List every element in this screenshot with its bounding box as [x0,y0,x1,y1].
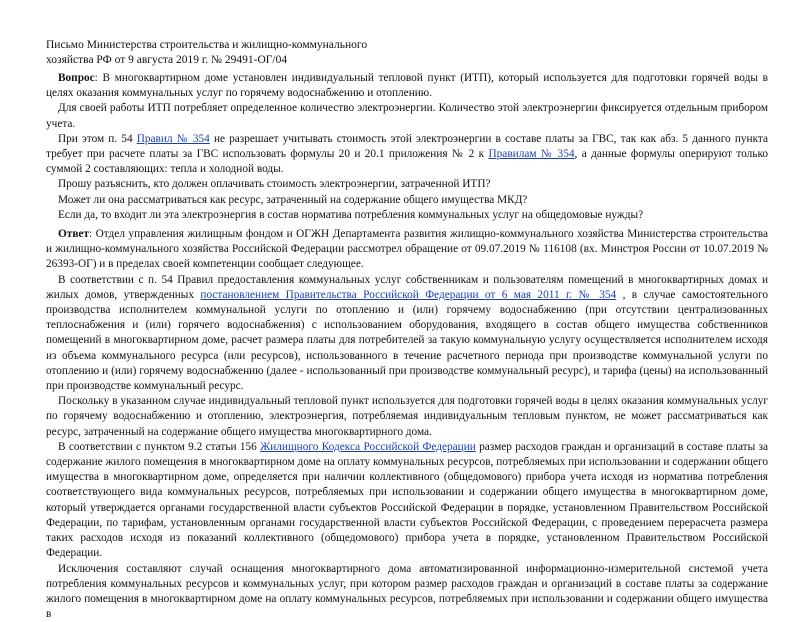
question-paragraph-4: Прошу разъяснить, кто должен оплачивать стоимость электроэнергии, затраченной ИТП? [46,177,768,192]
answer-paragraph-3: Поскольку в указанном случае индивидуальный тепловой пункт используется для подготовки горячей воды в целях оказания коммунальных услуг по горячему водоснабжению и отоплению, электроэнергия, потребляемая индивидуальным тепловым пунктом, не может рассматриваться как ресурс, затраченный на содержание общего имущества многоквартирного дома. [46,394,768,440]
rules-354-link-2[interactable]: Правилам № 354 [489,148,575,160]
government-decree-link[interactable]: постановлением Правительства Российской Федерации от 6 мая 2011 г. № 354 [200,289,616,301]
question-paragraph-5: Может ли она рассматриваться как ресурс, затраченный на содержание общего имущества МКД? [46,193,768,208]
answer-paragraph-5: Исключения составляют случай оснащения многоквартирного дома автоматизированной информационно-измерительной системой учета потребления коммунальных ресурсов и коммунальных услуг, при котором размер расходов граждан и организаций в составе платы за содержание жилого помещения в многоквартирном доме на оплату коммунальных ресурсов, потребляемых при использовании и содержании общего имущества в [46,562,768,622]
question-label: Вопрос [58,72,95,84]
title-line-2: хозяйства РФ от 9 августа 2019 г. № 29491-ОГ/04 [46,53,367,68]
question-paragraph-3: При этом п. 54 Правил № 354 не разрешает учитывать стоимость этой электроэнергии в составе платы за ГВС, так как абз. 5 данного пункта требует при расчете платы за ГВС использовать формулы 20 и 20.1 приложения № 2 к Правилам № 354, а данные формулы оперируют только суммой 2 составляющих: тепла и холодной воды. [46,132,768,178]
rules-354-link[interactable]: Правил № 354 [137,133,210,145]
answer-paragraph-2: В соответствии с п. 54 Правил предоставления коммунальных услуг собственникам и пользователям помещений в многоквартирных домах и жилых домов, утвержденных постановлением Правительства Российской Федерации от 6 мая 2011 г. № 354 , в случае самостоятельного производства исполнителем коммунальной услуги по отоплению и (или) горячему водоснабжению (при отсутствии централизованных теплоснабжения и (или) горячего водоснабжения) с использованием оборудования, входящего в состав общего имущества собственников помещений в многоквартирном доме, расчет размера платы для потребителей за такую коммунальную услугу осуществляется исполнителем исходя из объема коммунального ресурса (или ресурсов), использованного в течение расчетного периода при производстве коммунальной услуги по отоплению и (или) горячему водоснабжению (далее - использованный при производстве коммунальный ресурс), и тарифа (цены) на использованный при производстве коммунальный ресурс. [46,273,768,395]
question-paragraph-2: Для своей работы ИТП потребляет определенное количество электроэнергии. Количество этой электроэнергии фиксируется отдельным прибором учета. [46,101,768,131]
question-paragraph-1: Вопрос: В многоквартирном доме установлен индивидуальный тепловой пункт (ИТП), который используется для подготовки горячей воды в целях оказания коммунальных услуг по горячему водоснабжению и отоплению. [46,71,768,101]
title-line-1: Письмо Министерства строительства и жилищно-коммунального [46,38,367,53]
answer-label: Ответ [58,228,89,240]
document-body [46,71,768,622]
housing-code-link[interactable]: Жилищного Кодекса Российской Федерации [260,441,476,453]
answer-paragraph-4: В соответствии с пунктом 9.2 статьи 156 Жилищного Кодекса Российской Федерации размер расходов граждан и организаций в составе платы за содержание жилого помещения в многоквартирном доме на оплату коммунальных ресурсов, потребляемых при использовании и содержании общего имущества в многоквартирном доме, определяется при наличии коллективного (общедомового) прибора учета исходя из норматива потребления соответствующего вида коммунальных ресурсов, потребляемых при использовании и содержании общего имущества в многоквартирном доме, который утверждается органами государственной власти субъектов Российской Федерации в порядке, установленном Правительством Российской Федерации, по тарифам, установленным органами государственной власти субъектов Российской Федерации, с проведением перерасчета размера таких расходов исходя из показаний коллективного (общедомового) прибора учета в порядке, установленном Правительством Российской Федерации. [46,440,768,562]
answer-paragraph-1: Ответ: Отдел управления жилищным фондом и ОГЖН Департамента развития жилищно-коммунального хозяйства Министерства строительства и жилищно-коммунального хозяйства Российской Федерации рассмотрел обращение от 09.07.2019 № 116108 (вх. Минстроя России от 10.07.2019 № 26393-ОГ) и в пределах своей компетенции сообщает следующее. [46,227,768,273]
document-title [46,38,367,68]
question-paragraph-6: Если да, то входит ли эта электроэнергия в состав норматива потребления коммунальных услуг на общедомовые нужды? [46,208,768,223]
